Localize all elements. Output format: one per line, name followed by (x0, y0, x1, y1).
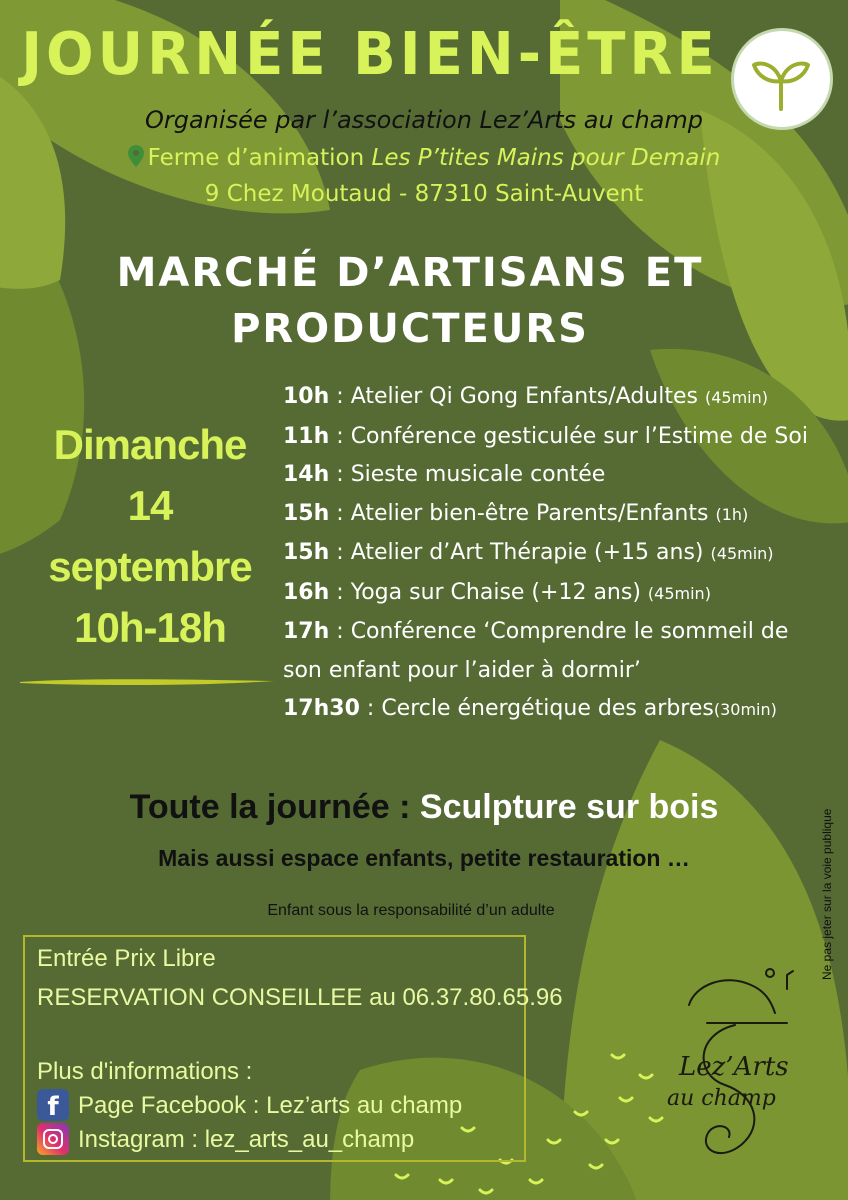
all-day-line (0, 788, 848, 827)
organiser-line: Organisée par l’association Lez’Arts au champ (144, 106, 703, 134)
venue-name: Les P’tites Mains pour Demain (371, 145, 721, 171)
schedule-item: 10h : Atelier Qi Gong Enfants/Adultes (45min) (283, 384, 768, 409)
map-pin-icon (128, 145, 144, 173)
schedule-item: 14h : Sieste musicale contée (283, 462, 606, 487)
all-day-activity: Sculpture sur bois (419, 788, 719, 826)
market-heading-line2: PRODUCTEURS (231, 306, 589, 352)
date-month: septembre (48, 543, 252, 590)
also-line: Mais aussi espace enfants, petite restauration … (158, 845, 690, 871)
logo-hat (689, 980, 775, 1013)
venue-line (0, 145, 848, 173)
instagram-link[interactable]: Instagram : lez_arts_au_champ (78, 1126, 415, 1153)
side-note: Ne pas jeter sur la voie publique (820, 808, 834, 980)
facebook-link[interactable]: Page Facebook : Lez’arts au champ (78, 1092, 463, 1119)
price-line: Entrée Prix Libre (37, 945, 216, 972)
date-hours: 10h-18h (74, 604, 226, 651)
schedule-item: 15h : Atelier bien-être Parents/Enfants (1h) (283, 500, 749, 526)
schedule-item: 11h : Conférence gesticulée sur l’Estime de Soi (283, 423, 808, 449)
schedule-item: 17h : Conférence ‘Comprendre le sommeil de son enfant pour l’aider à dormir’ (283, 619, 789, 683)
venue-prefix: Ferme d’animation (147, 145, 372, 171)
schedule-item: 17h30 : Cercle énergétique des arbres(30min) (283, 696, 777, 721)
event-date (20, 414, 280, 658)
logo-text-line1: Lez’Arts (679, 1052, 789, 1082)
brush-divider (18, 676, 278, 688)
schedule-list (283, 378, 843, 730)
market-heading (60, 245, 760, 357)
date-day: Dimanche (53, 421, 247, 468)
all-day-label: Toute la journée : (129, 788, 420, 826)
reservation-line: RESERVATION CONSEILLEE au 06.37.80.65.96 (37, 984, 563, 1011)
instagram-icon (37, 1123, 69, 1155)
more-info-label: Plus d'informations : (37, 1058, 253, 1085)
logo-text-line2: au champ (667, 1086, 776, 1111)
address: 9 Chez Moutaud - 87310 Saint-Auvent (204, 181, 644, 207)
market-heading-line1: MARCHÉ D’ARTISANS ET (116, 250, 704, 296)
date-number: 14 (127, 482, 173, 529)
logo-note (787, 971, 793, 989)
schedule-item: 15h : Atelier d’Art Thérapie (+15 ans) (45min) (283, 540, 774, 565)
facebook-icon: f (37, 1089, 69, 1121)
association-logo (655, 965, 815, 1175)
child-note: Enfant sous la responsabilité d’un adulte (267, 902, 555, 919)
schedule-item: 16h : Yoga sur Chaise (+12 ans) (45min) (283, 579, 711, 605)
page-title: JOURNÉE BIEN-ÊTRE (21, 20, 719, 89)
